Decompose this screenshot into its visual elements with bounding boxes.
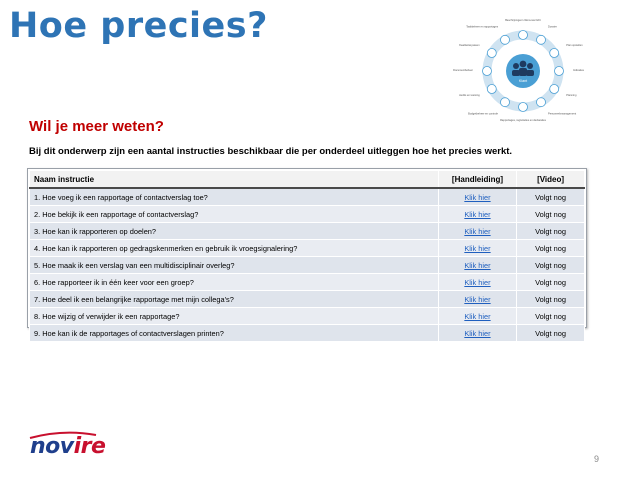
- diagram-segment-icon: [555, 67, 564, 76]
- slide-title: Hoe precies?: [9, 6, 268, 46]
- instruction-name: 1. Hoe voeg ik een rapportage of contactverslag toe?: [30, 188, 439, 206]
- diagram-segment-icon: [537, 98, 546, 107]
- diagram-segment-icon: [483, 67, 492, 76]
- diagram-segment-icon: [519, 31, 528, 40]
- manual-link[interactable]: Klik hier: [438, 291, 516, 308]
- video-status: Volgt nog: [517, 291, 585, 308]
- video-status: Volgt nog: [517, 240, 585, 257]
- diagram-center-label: Klant: [518, 79, 528, 83]
- manual-link[interactable]: Klik hier: [438, 188, 516, 206]
- diagram-segment-label: Rapportages, registraties en declaraties: [500, 119, 546, 122]
- diagram-segment-icon: [550, 49, 559, 58]
- diagram-segment-icon: [487, 85, 496, 94]
- table-row: [30, 188, 585, 206]
- manual-link[interactable]: Klik hier: [438, 308, 516, 325]
- header-manual: [Handleiding]: [438, 171, 516, 189]
- intro-text: Bij dit onderwerp zijn een aantal instructies beschikbaar die per onderdeel uitleggen hoe het precies werkt.: [29, 146, 513, 157]
- manual-link[interactable]: Klik hier: [438, 257, 516, 274]
- diagram-segment-label: Audits en toetsing: [459, 94, 480, 97]
- diagram-segment-icon: [487, 49, 496, 58]
- manual-link[interactable]: Klik hier: [438, 206, 516, 223]
- diagram-segment-label: Taakbeheer en rapportages: [466, 25, 498, 29]
- diagram-segment-icon: [501, 35, 510, 44]
- video-status: Volgt nog: [517, 325, 585, 342]
- instruction-name: 2. Hoe bekijk ik een rapportage of contactverslag?: [30, 206, 439, 223]
- manual-link[interactable]: Klik hier: [438, 274, 516, 291]
- manual-link[interactable]: Klik hier: [438, 325, 516, 342]
- video-status: Volgt nog: [517, 274, 585, 291]
- table-header-row: [30, 171, 585, 189]
- diagram-segment-label: Personeelsmanagement: [548, 112, 577, 116]
- diagram-segment-label: Plan opstellen: [566, 44, 583, 47]
- diagram-segment-label: Budgetbeheer en controle: [468, 112, 498, 116]
- table-row: [30, 308, 585, 325]
- instruction-name: 5. Hoe maak ik een verslag van een multidisciplinair overleg?: [30, 257, 439, 274]
- section-subtitle: Wil je meer weten?: [29, 118, 164, 135]
- video-status: Volgt nog: [517, 188, 585, 206]
- instruction-name: 6. Hoe rapporteer ik in één keer voor een groep?: [30, 274, 439, 291]
- diagram-segment-label: Kwaliteitssysteem: [459, 44, 480, 47]
- diagram-segment-label: Planning: [566, 94, 577, 97]
- video-status: Volgt nog: [517, 308, 585, 325]
- novire-logo: novire: [30, 434, 106, 459]
- instruction-name: 4. Hoe kan ik rapporteren op gedragskenmerken en gebruik ik vroegsignalering?: [30, 240, 439, 257]
- diagram-segment-icon: [537, 35, 546, 44]
- instruction-name: 9. Hoe kan ik de rapportages of contactverslagen printen?: [30, 325, 439, 342]
- instruction-table: [29, 170, 585, 342]
- diagram-segment-icon: [550, 85, 559, 94]
- header-name: Naam instructie: [30, 171, 439, 189]
- diagram-segment-icon: [519, 103, 528, 112]
- table-row: [30, 325, 585, 342]
- table-row: [30, 240, 585, 257]
- table-row: [30, 291, 585, 308]
- instruction-name: 7. Hoe deel ik een belangrijke rapportage met mijn collega's?: [30, 291, 439, 308]
- table-row: [30, 257, 585, 274]
- instruction-name: 3. Hoe kan ik rapporteren op doelen?: [30, 223, 439, 240]
- instruction-name: 8. Hoe wijzig of verwijder ik een rapportage?: [30, 308, 439, 325]
- video-status: Volgt nog: [517, 206, 585, 223]
- client-cycle-diagram: [453, 8, 586, 134]
- diagram-segment-label: Beschrijvingen/ cliënt-overzicht: [505, 19, 541, 22]
- diagram-segment-label: Documentbeheer: [453, 69, 473, 72]
- table-row: [30, 206, 585, 223]
- page-number: 9: [594, 454, 600, 464]
- video-status: Volgt nog: [517, 223, 585, 240]
- table-row: [30, 223, 585, 240]
- diagram-segment-label: Dossier: [548, 25, 557, 29]
- video-status: Volgt nog: [517, 257, 585, 274]
- header-video: [Video]: [517, 171, 585, 189]
- diagram-segment-icon: [501, 98, 510, 107]
- manual-link[interactable]: Klik hier: [438, 240, 516, 257]
- table-row: [30, 274, 585, 291]
- manual-link[interactable]: Klik hier: [438, 223, 516, 240]
- diagram-segment-label: Indicaties: [573, 69, 584, 72]
- table-body: [30, 188, 585, 342]
